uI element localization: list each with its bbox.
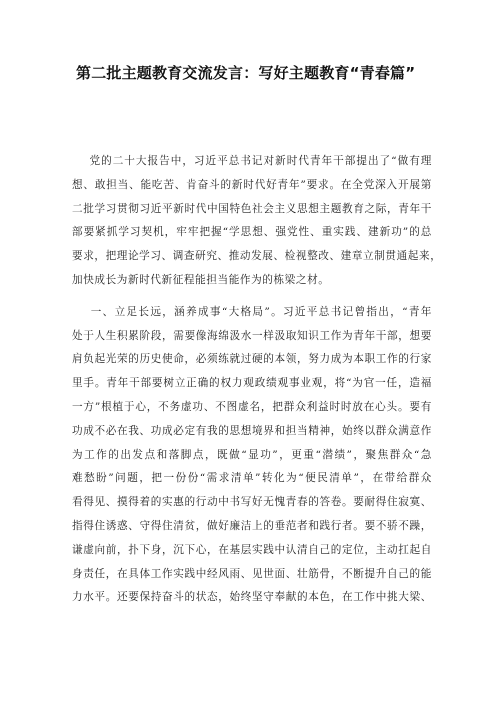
paragraph-line: 为工作的出发点和落脚点，既做“显功”，更重“潜绩”，聚焦群众“急 bbox=[72, 448, 432, 461]
paragraph-line: 看得见、摸得着的实惠的行动中书写好无愧青春的答卷。要耐得住寂寞、 bbox=[72, 496, 432, 509]
paragraph-line: 想、敢担当、能吃苦、肯奋斗的新时代好青年”要求。在全党深入开展第 bbox=[72, 178, 432, 191]
paragraph-1 bbox=[72, 150, 442, 293]
paragraph-line: 身责任，在具体工作实践中经风雨、见世面、壮筋骨，不断提升自己的能 bbox=[72, 567, 432, 580]
paragraph-line: 谦虚向前，扑下身，沉下心，在基层实践中认清自己的定位，主动扛起自 bbox=[72, 543, 432, 556]
paragraph-line: 肩负起光荣的历史使命，必须练就过硬的本领，努力成为本职工作的行家 bbox=[72, 353, 432, 366]
paragraph-line: 要求，把理论学习、调查研究、推动发展、检视整改、建章立制贯通起来， bbox=[72, 250, 442, 263]
paragraph-line: 一方”根植于心，不务虚功、不图虚名，把群众利益时时放在心头。要有 bbox=[72, 400, 432, 413]
paragraph-line: 指得住诱惑、守得住清贫，做好廉洁上的垂范者和践行者。要不骄不躁， bbox=[72, 519, 432, 532]
paragraph-line: 里手。青年干部要树立正确的权力观政绩观事业观，将“为官一任，造福 bbox=[72, 377, 432, 390]
paragraph-line: 处于人生积累阶段，需要像海绵汲水一样汲取知识工作为青年干部，想要 bbox=[72, 329, 432, 342]
paragraph-line: 部要紧抓学习契机，牢牢把握“学思想、强党性、重实践、建新功”的总 bbox=[72, 226, 432, 239]
paragraph-line: 二批学习贯彻习近平新时代中国特色社会主义思想主题教育之际，青年干 bbox=[72, 202, 432, 215]
paragraph-line: 党的二十大报告中，习近平总书记对新时代青年干部提出了“做有理 bbox=[72, 155, 432, 167]
paragraph-line: 难愁盼”问题，把一份份“需求清单”转化为“便民清单”，在带给群众 bbox=[72, 472, 432, 485]
paragraph-line: 加快成长为新时代新征程能担当能作为的栋梁之材。 bbox=[72, 273, 330, 286]
paragraph-gap bbox=[72, 293, 432, 301]
paragraph-line: 一、立足长远，涵养成事“大格局”。习近平总书记曾指出，“青年 bbox=[72, 305, 432, 318]
paragraph-line: 功成不必在我、功成必定有我的思想境界和担当精神，始终以群众满意作 bbox=[72, 424, 432, 437]
document-body bbox=[72, 150, 442, 610]
paragraph-2 bbox=[72, 301, 432, 610]
document-title: 第二批主题教育交流发言：写好主题教育“青春篇” bbox=[76, 64, 416, 82]
paragraph-line: 力水平。还要保持奋斗的状态，始终坚守奉献的本色，在工作中挑大梁、 bbox=[72, 591, 432, 604]
